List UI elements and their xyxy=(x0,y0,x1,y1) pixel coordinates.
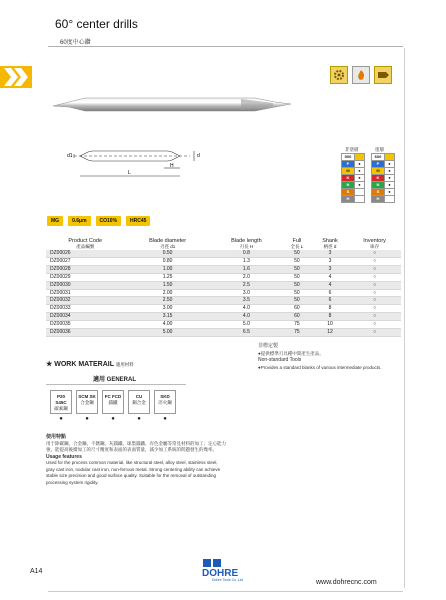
usage-features xyxy=(46,434,226,486)
table-cell: DZ00026 xyxy=(46,250,124,257)
table-cell: 8 xyxy=(312,305,348,313)
table-cell: DZ00028 xyxy=(46,265,124,273)
product-table xyxy=(46,238,401,337)
page-title: 60° center drills xyxy=(55,17,138,31)
table-cell: 5.00 xyxy=(124,329,210,337)
technical-drawing xyxy=(60,140,220,190)
h-label: H xyxy=(170,163,174,169)
uncoated-header: 非塗層 xyxy=(345,147,359,152)
table-cell: DZ00030 xyxy=(46,281,124,289)
table-cell: 4 xyxy=(312,273,348,281)
mark-4: ● xyxy=(163,416,167,422)
table-cell: 10 xyxy=(312,321,348,329)
table-cell: 3.00 xyxy=(124,305,210,313)
badge-mg: MG xyxy=(47,216,63,226)
table-row xyxy=(46,273,401,281)
table-cell: 60 xyxy=(282,305,312,313)
mark-3: ● xyxy=(137,416,141,422)
table-row xyxy=(46,265,401,273)
mark-0: ● xyxy=(59,416,63,422)
table-cell: 2.0 xyxy=(211,273,282,281)
table-cell: 2.5 xyxy=(211,281,282,289)
table-row xyxy=(46,305,401,313)
table-cell: 6.5 xyxy=(211,329,282,337)
usage-en-text: Used for the process common material, like structural steel, alloy steel, stainless steel, gray cast iron, nodular cast iron, non-ferrous metal. Strong centering ability can achieve stable size precision and good surface quality. Suitable for the removal of outstanding processing system rigidity. xyxy=(46,460,221,485)
nonstandard-tools-note xyxy=(258,343,382,371)
mark-2: ● xyxy=(111,416,115,422)
col-product-code: Product Code 產品編號 xyxy=(68,238,103,249)
badge-hardness: HRC45 xyxy=(126,216,150,226)
material-marks xyxy=(50,416,176,422)
table-cell: 3 xyxy=(312,265,348,273)
table-row xyxy=(46,289,401,297)
table-cell: 75 xyxy=(282,321,312,329)
coated-material-table: 600 P ● M ● K ● N ● S ● H xyxy=(371,153,395,203)
table-cell: 75 xyxy=(282,329,312,337)
usage-cn-title: 使用特點 xyxy=(46,434,67,440)
table-cell: 4.0 xyxy=(211,305,282,313)
table-row xyxy=(46,329,401,337)
col-blade-diameter: Blade diameter 刃徑 d1 xyxy=(149,238,187,249)
table-row xyxy=(46,281,401,289)
table-cell: 3.15 xyxy=(124,313,210,321)
table-cell: 12 xyxy=(312,329,348,337)
table-cell: ○ xyxy=(348,321,401,329)
grade-label: 500 xyxy=(342,154,355,161)
work-material-divider xyxy=(46,384,186,385)
table-cell: 0.80 xyxy=(124,257,210,265)
badge-grain: 0.6μm xyxy=(68,216,90,226)
table-cell: DZ00027 xyxy=(46,257,124,265)
table-cell: ○ xyxy=(348,329,401,337)
table-cell: DZ00031 xyxy=(46,289,124,297)
table-cell: 1.50 xyxy=(124,281,210,289)
page-subtitle: 60度中心鑽 xyxy=(60,40,91,46)
table-row xyxy=(46,297,401,305)
table-cell: 8 xyxy=(312,313,348,321)
material-hardened: SKD 淬火鋼 xyxy=(154,390,176,414)
table-cell: ○ xyxy=(348,265,401,273)
table-cell: 50 xyxy=(282,281,312,289)
usage-cn-text: 用于除碳鋼、合金鋼、不銹鋼、灰鑄鐵、球墨鑄鐵、有色金屬等常見材料的加工；定心能力強，能提高後續加工的尺寸精度和表面的表面質量，減少加工系統的問題發生的幾率。 xyxy=(46,440,226,452)
table-cell: 0.50 xyxy=(124,250,210,257)
table-cell: ○ xyxy=(348,305,401,313)
nonstandard-cn-title: 非標定製 xyxy=(258,343,279,349)
flame-icon xyxy=(352,66,370,84)
table-cell: 1.6 xyxy=(211,265,282,273)
col-blade-length: Blade length 刃長 H xyxy=(231,238,262,249)
website-link[interactable]: www.dohrecnc.com xyxy=(316,579,377,586)
d1-label: d1 xyxy=(67,153,73,159)
table-cell: ○ xyxy=(348,273,401,281)
table-row xyxy=(46,257,401,265)
header-divider xyxy=(48,46,403,47)
table-cell: 6 xyxy=(312,297,348,305)
logo-subtext: Dohre Tools Co.,Ltd xyxy=(212,578,243,582)
col-shank: Shank 柄徑 d xyxy=(322,238,338,249)
table-cell: ○ xyxy=(348,281,401,289)
table-cell: 3.5 xyxy=(211,297,282,305)
coated-header: 塗層 xyxy=(375,147,384,152)
gear-icon xyxy=(330,66,348,84)
table-cell: DZ00029 xyxy=(46,273,124,281)
table-cell: 3.0 xyxy=(211,289,282,297)
mark-1: ● xyxy=(85,416,89,422)
table-cell: 50 xyxy=(282,289,312,297)
nonstandard-en-title: Non-standard Tools xyxy=(258,357,302,363)
general-label: 適用 GENERAL xyxy=(93,377,137,383)
chevron-right-icon xyxy=(0,66,32,88)
feature-icons xyxy=(330,66,392,84)
drill-product-image xyxy=(45,84,305,124)
table-cell: 5.0 xyxy=(211,321,282,329)
table-cell: 2.50 xyxy=(124,297,210,305)
table-cell: 50 xyxy=(282,250,312,257)
col-inventory: Inventory 庫存 xyxy=(363,238,386,249)
l-label: L xyxy=(128,170,131,176)
table-cell: ○ xyxy=(348,297,401,305)
material-alloy: SCM SK 合金鋼 xyxy=(76,390,98,414)
right-divider xyxy=(404,48,405,588)
page-number: A14 xyxy=(30,568,43,575)
table-cell: 4.0 xyxy=(211,313,282,321)
material-copper: CU 銅合金 xyxy=(128,390,150,414)
table-cell: DZ00033 xyxy=(46,305,124,313)
table-cell: ○ xyxy=(348,257,401,265)
table-cell: 1.00 xyxy=(124,265,210,273)
d-label: d xyxy=(197,153,200,159)
nonstandard-cn-text: ●提供標準刃具種中間產生產品。 xyxy=(258,351,324,356)
col-full: Full 全長 L xyxy=(290,238,304,249)
table-cell: 50 xyxy=(282,265,312,273)
spec-badges xyxy=(47,216,150,226)
work-material-title: ★ WORK MATERAIL 適用材料 xyxy=(46,361,134,368)
table-cell: ○ xyxy=(348,313,401,321)
table-row xyxy=(46,313,401,321)
footer-divider xyxy=(48,591,403,592)
table-cell: 3 xyxy=(312,257,348,265)
company-logo xyxy=(185,556,275,582)
table-row xyxy=(46,250,401,257)
usage-en-title: Usage features xyxy=(46,453,82,460)
table-cell: 0.8 xyxy=(211,250,282,257)
table-cell: 50 xyxy=(282,257,312,265)
uncoated-material-table: 500 P ● M ● K ● N ● S H xyxy=(341,153,365,203)
table-cell: 4.00 xyxy=(124,321,210,329)
material-cast-iron: FC FCD 鑄鐵 xyxy=(102,390,124,414)
table-cell: 50 xyxy=(282,273,312,281)
table-cell: 4 xyxy=(312,281,348,289)
nonstandard-en-text: ●Provides a standard blanks of various intermediate products. xyxy=(258,365,382,370)
table-cell: DZ00035 xyxy=(46,321,124,329)
table-cell: 60 xyxy=(282,313,312,321)
table-cell: 6 xyxy=(312,289,348,297)
material-steel: P20 S45C 碳素鋼 xyxy=(50,390,72,414)
material-list xyxy=(50,390,176,414)
table-cell: ○ xyxy=(348,289,401,297)
table-cell: 1.25 xyxy=(124,273,210,281)
table-cell: ○ xyxy=(348,250,401,257)
table-cell: 1.3 xyxy=(211,257,282,265)
table-cell: DZ00034 xyxy=(46,313,124,321)
table-cell: 2.00 xyxy=(124,289,210,297)
logo-text: DOHRE xyxy=(202,568,239,579)
table-cell: 50 xyxy=(282,297,312,305)
badge-cobalt: CO10% xyxy=(96,216,122,226)
table-cell: 3 xyxy=(312,250,348,257)
table-cell: DZ00036 xyxy=(46,329,124,337)
table-row xyxy=(46,321,401,329)
table-cell: DZ00032 xyxy=(46,297,124,305)
drill-tool-icon xyxy=(374,66,392,84)
